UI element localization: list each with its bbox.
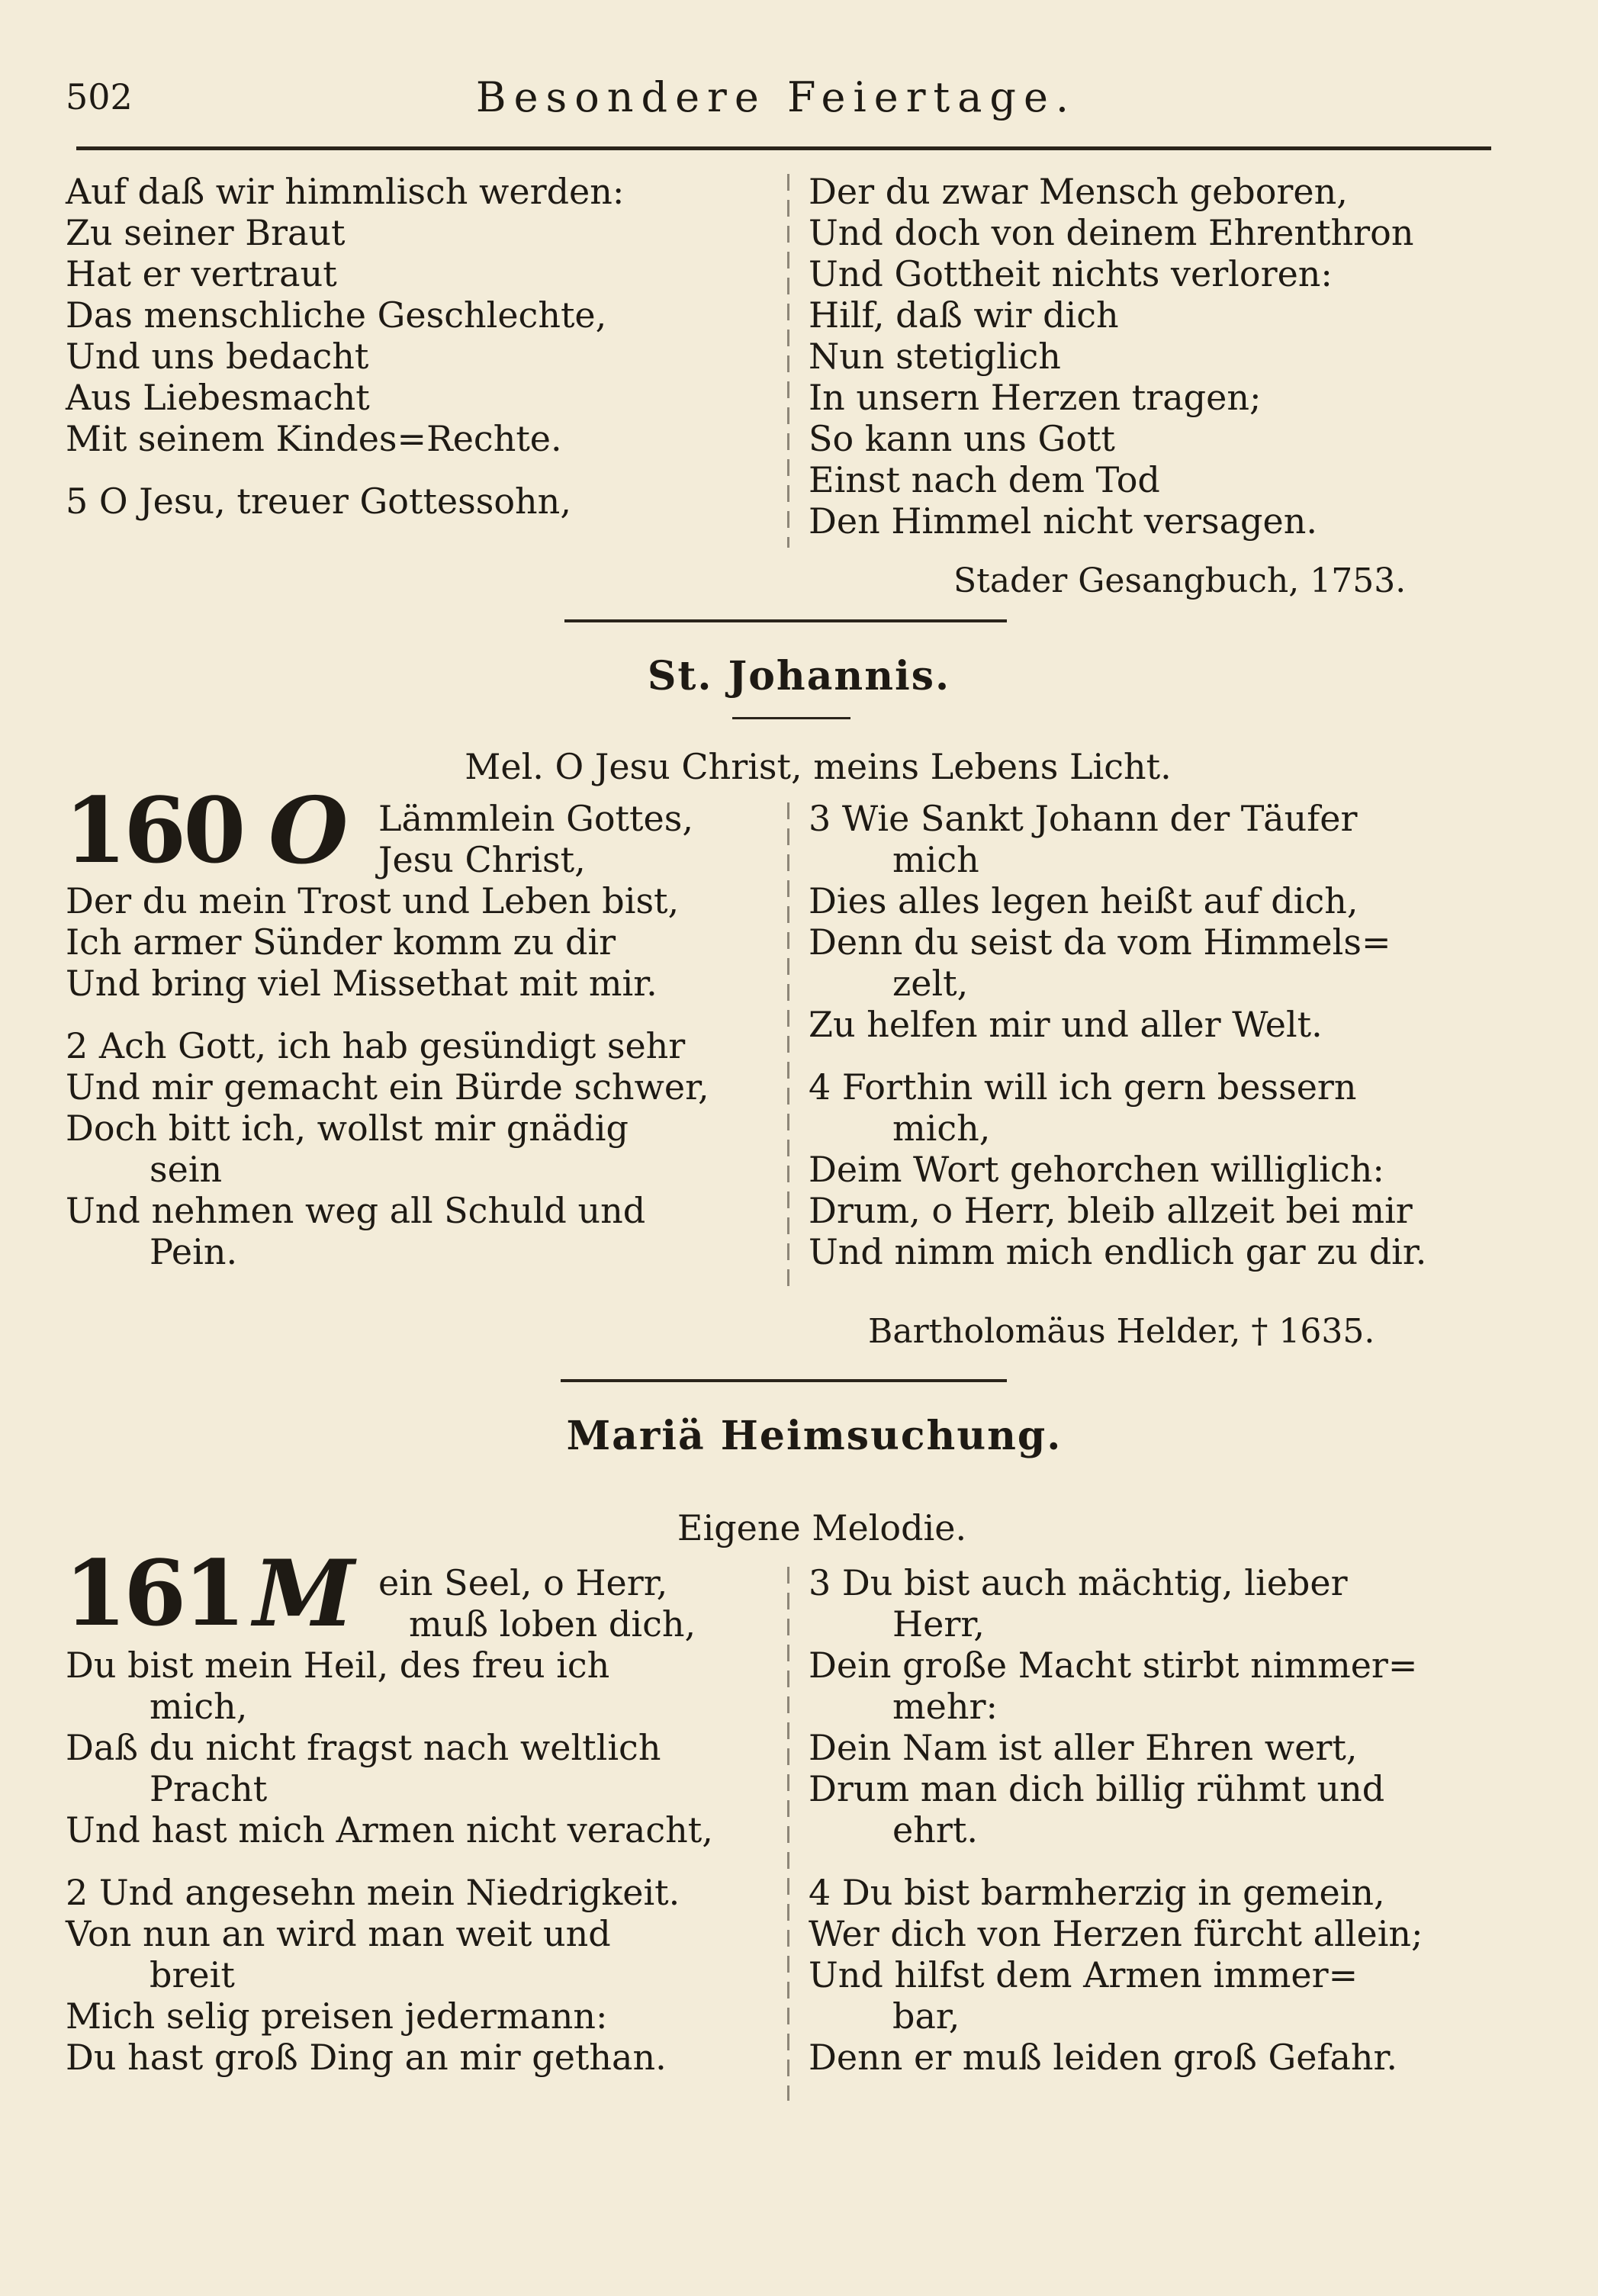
text-line: Und hast mich Armen nicht veracht, <box>66 1809 713 1851</box>
text-line: Und hilfst dem Armen immer= <box>809 1954 1358 1995</box>
section-divider <box>564 619 1007 622</box>
text-line: Und Gottheit nichts verloren: <box>809 253 1333 294</box>
text-line: Drum, o Herr, bleib allzeit bei mir <box>809 1190 1413 1231</box>
text-line: muß loben dich, <box>409 1603 696 1645</box>
text-line: Mich selig preisen jedermann: <box>66 1995 608 2037</box>
text-line: Hilf, daß wir dich <box>809 294 1119 336</box>
hymn-160-left <box>66 798 775 1272</box>
text-line: Jesu Christ, <box>378 839 586 880</box>
text-line: Nun stetiglich <box>809 336 1061 377</box>
text-line: Doch bitt ich, wollst mir gnädig <box>66 1108 629 1149</box>
text-line: Und nehmen weg all Schuld und <box>66 1190 646 1231</box>
text-line: Der du zwar Mensch geboren, <box>809 171 1348 212</box>
text-line: Denn du seist da vom Himmels= <box>809 921 1391 963</box>
section-title: Mariä Heimsuchung. <box>566 1413 1063 1459</box>
text-line: ein Seel, o Herr, <box>378 1562 668 1603</box>
text-line: Herr, <box>892 1603 985 1645</box>
text-line: Zu seiner Braut <box>66 212 346 253</box>
text-line: Ich armer Sünder komm zu dir <box>66 921 616 963</box>
text-line: 3 Wie Sankt Johann der Täufer <box>809 798 1358 839</box>
text-line: Hat er vertraut <box>66 253 337 294</box>
text-line: Und uns bedacht <box>66 336 369 377</box>
column-divider <box>787 174 789 548</box>
page-header <box>61 73 1491 127</box>
text-line: In unsern Herzen tragen; <box>809 377 1262 418</box>
text-line: breit <box>150 1954 235 1995</box>
text-line: Mit seinem Kindes=Rechte. <box>66 418 562 459</box>
text-line: bar, <box>892 1995 960 2037</box>
text-line: Den Himmel nicht versagen. <box>809 500 1317 542</box>
text-line: Dies alles legen heißt auf dich, <box>809 880 1358 921</box>
melody-line: Mel. O Jesu Christ, meins Lebens Licht. <box>465 746 1172 787</box>
hymn-attribution: Bartholomäus Helder, † 1635. <box>868 1312 1375 1351</box>
header-rule <box>76 146 1491 150</box>
text-line: Und bring viel Missethat mit mir. <box>66 963 658 1004</box>
text-line: Auf daß wir himmlisch werden: <box>66 171 625 212</box>
hymn-number: 160 <box>64 777 243 883</box>
top-right-column <box>809 171 1495 542</box>
text-line: 3 Du bist auch mächtig, lieber <box>809 1562 1348 1603</box>
text-line: sein <box>150 1149 223 1190</box>
text-line: 4 Du bist barmherzig in gemein, <box>809 1872 1385 1913</box>
text-line: Denn er muß leiden groß Gefahr. <box>809 2037 1398 2078</box>
section-title: St. Johannis. <box>647 653 951 699</box>
hymn-161-left <box>66 1562 775 2078</box>
text-line: Lämmlein Gottes, <box>378 798 693 839</box>
drop-cap: O <box>268 777 349 885</box>
text-line: Der du mein Trost und Leben bist, <box>66 880 680 921</box>
top-left-column <box>66 171 775 522</box>
text-line: Wer dich von Herzen fürcht allein; <box>809 1913 1423 1954</box>
column-divider <box>787 1567 789 2101</box>
hymn-number: 161 <box>64 1540 243 1646</box>
text-line: Zu helfen mir und aller Welt. <box>809 1004 1323 1045</box>
text-line: 2 Ach Gott, ich hab gesündigt sehr <box>66 1025 686 1066</box>
page-number: 502 <box>66 76 133 117</box>
text-line: Und mir gemacht ein Bürde schwer, <box>66 1066 709 1108</box>
text-line: Das menschliche Geschlechte, <box>66 294 607 336</box>
text-line: Einst nach dem Tod <box>809 459 1160 500</box>
hymn-161-right <box>809 1562 1495 2078</box>
text-line: Dein Nam ist aller Ehren wert, <box>809 1727 1358 1768</box>
text-line: Du hast groß Ding an mir gethan. <box>66 2037 667 2078</box>
text-line: Daß du nicht fragst nach weltlich <box>66 1727 661 1768</box>
melody-line: Eigene Melodie. <box>677 1507 967 1548</box>
text-line: Pein. <box>150 1231 238 1272</box>
text-line: mich, <box>150 1686 248 1727</box>
hymn-attribution: Stader Gesangbuch, 1753. <box>953 561 1407 600</box>
text-line: Pracht <box>150 1768 268 1809</box>
drop-cap: M <box>253 1540 355 1648</box>
stanza-start: 5 O Jesu, treuer Gottessohn, <box>66 481 571 522</box>
text-line: mich, <box>892 1108 991 1149</box>
text-line: 2 Und angesehn mein Niedrigkeit. <box>66 1872 680 1913</box>
hymn-160-right <box>809 798 1495 1272</box>
text-line: Von nun an wird man weit und <box>66 1913 611 1954</box>
text-line: 4 Forthin will ich gern bessern <box>809 1066 1357 1108</box>
text-line: mehr: <box>892 1686 998 1727</box>
text-line: Drum man dich billig rühmt und <box>809 1768 1385 1809</box>
text-line: Und nimm mich endlich gar zu dir. <box>809 1231 1427 1272</box>
text-line: So kann uns Gott <box>809 418 1115 459</box>
text-line: Du bist mein Heil, des freu ich <box>66 1645 610 1686</box>
section-divider <box>561 1379 1007 1382</box>
text-line: zelt, <box>892 963 969 1004</box>
running-title: Besondere Feiertage. <box>475 73 1077 121</box>
text-line: Aus Liebesmacht <box>66 377 370 418</box>
column-divider <box>787 802 789 1291</box>
text-line: mich <box>892 839 979 880</box>
text-line: Und doch von deinem Ehrenthron <box>809 212 1414 253</box>
title-underline <box>732 717 850 719</box>
text-line: ehrt. <box>892 1809 978 1851</box>
text-line: Dein große Macht stirbt nimmer= <box>809 1645 1418 1686</box>
text-line: Deim Wort gehorchen williglich: <box>809 1149 1384 1190</box>
